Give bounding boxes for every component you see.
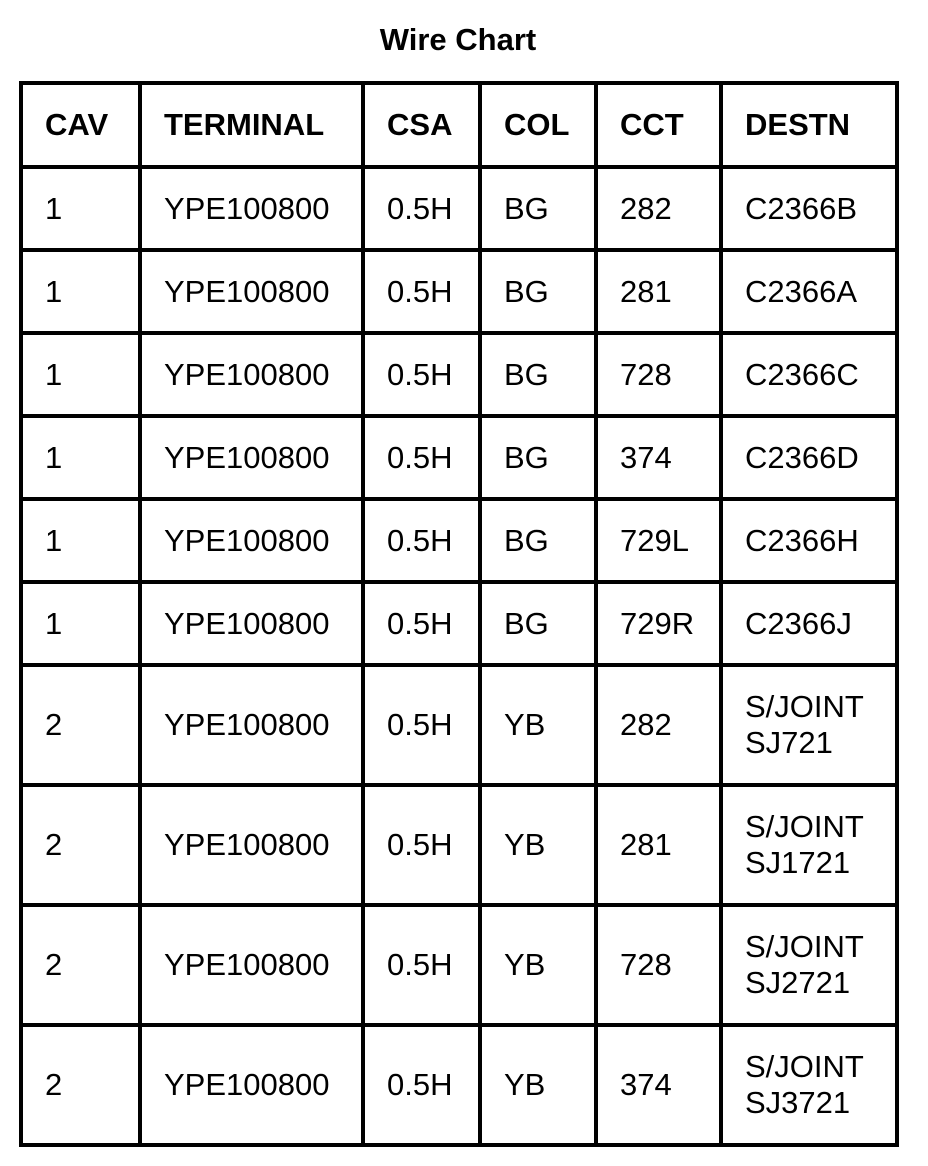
cell-csa: 0.5H [363,665,480,785]
column-header-cav: CAV [21,83,140,167]
table-row [21,333,897,416]
cell-terminal: YPE100800 [140,499,363,582]
destn-line: SJ1721 [745,845,851,880]
cell-destn [721,582,897,665]
cell-destn [721,905,897,1025]
cell-cct: 282 [596,167,721,250]
column-header-destn: DESTN [721,83,897,167]
table-row [21,416,897,499]
cell-cct: 281 [596,250,721,333]
cell-cav: 2 [21,1025,140,1145]
destn-line: C2366A [745,273,858,309]
cell-csa: 0.5H [363,167,480,250]
cell-terminal: YPE100800 [140,416,363,499]
table-row [21,665,897,785]
destn-line: SJ3721 [745,1085,851,1120]
destn-line: S/JOINT [745,689,864,724]
cell-csa: 0.5H [363,905,480,1025]
destn-line: C2366H [745,522,859,558]
cell-col: BG [480,499,596,582]
table-row [21,250,897,333]
destn-line: S/JOINT [745,809,864,844]
cell-cav: 1 [21,250,140,333]
wire-chart-table [19,81,899,1147]
cell-col: BG [480,333,596,416]
cell-destn [721,167,897,250]
cell-destn [721,250,897,333]
cell-terminal: YPE100800 [140,785,363,905]
cell-col: BG [480,416,596,499]
cell-destn [721,665,897,785]
table-row [21,905,897,1025]
cell-terminal: YPE100800 [140,582,363,665]
destn-line: C2366J [745,605,852,641]
cell-col: BG [480,167,596,250]
cell-cav: 2 [21,785,140,905]
cell-cav: 2 [21,905,140,1025]
cell-col: YB [480,1025,596,1145]
table-row [21,499,897,582]
cell-cav: 1 [21,416,140,499]
cell-cav: 1 [21,167,140,250]
cell-cct: 728 [596,333,721,416]
cell-col: YB [480,665,596,785]
destn-line: SJ721 [745,725,833,760]
cell-col: YB [480,785,596,905]
cell-cct: 282 [596,665,721,785]
cell-cct: 729L [596,499,721,582]
cell-col: BG [480,250,596,333]
cell-destn [721,333,897,416]
cell-destn [721,1025,897,1145]
cell-csa: 0.5H [363,785,480,905]
cell-destn [721,499,897,582]
cell-csa: 0.5H [363,499,480,582]
cell-cct: 281 [596,785,721,905]
cell-terminal: YPE100800 [140,250,363,333]
cell-csa: 0.5H [363,582,480,665]
destn-line: C2366D [745,439,859,475]
cell-cav: 1 [21,582,140,665]
table-row [21,785,897,905]
cell-terminal: YPE100800 [140,167,363,250]
destn-line: C2366B [745,190,858,226]
cell-terminal: YPE100800 [140,333,363,416]
cell-destn [721,416,897,499]
cell-csa: 0.5H [363,250,480,333]
cell-terminal: YPE100800 [140,1025,363,1145]
column-header-csa: CSA [363,83,480,167]
cell-col: BG [480,582,596,665]
destn-line: S/JOINT [745,929,864,964]
cell-cav: 1 [21,333,140,416]
destn-line: C2366C [745,356,859,392]
header-row [21,83,897,167]
cell-cct: 728 [596,905,721,1025]
destn-line: S/JOINT [745,1049,864,1084]
cell-cav: 1 [21,499,140,582]
column-header-col: COL [480,83,596,167]
table-row [21,167,897,250]
cell-destn [721,785,897,905]
column-header-cct: CCT [596,83,721,167]
cell-cct: 729R [596,582,721,665]
column-header-terminal: TERMINAL [140,83,363,167]
table-body [21,167,897,1145]
destn-line: SJ2721 [745,965,851,1000]
cell-cct: 374 [596,416,721,499]
cell-cct: 374 [596,1025,721,1145]
table-row [21,582,897,665]
cell-terminal: YPE100800 [140,665,363,785]
cell-csa: 0.5H [363,416,480,499]
page-title: Wire Chart [379,22,537,57]
cell-csa: 0.5H [363,333,480,416]
cell-col: YB [480,905,596,1025]
table-row [21,1025,897,1145]
cell-cav: 2 [21,665,140,785]
cell-terminal: YPE100800 [140,905,363,1025]
cell-csa: 0.5H [363,1025,480,1145]
